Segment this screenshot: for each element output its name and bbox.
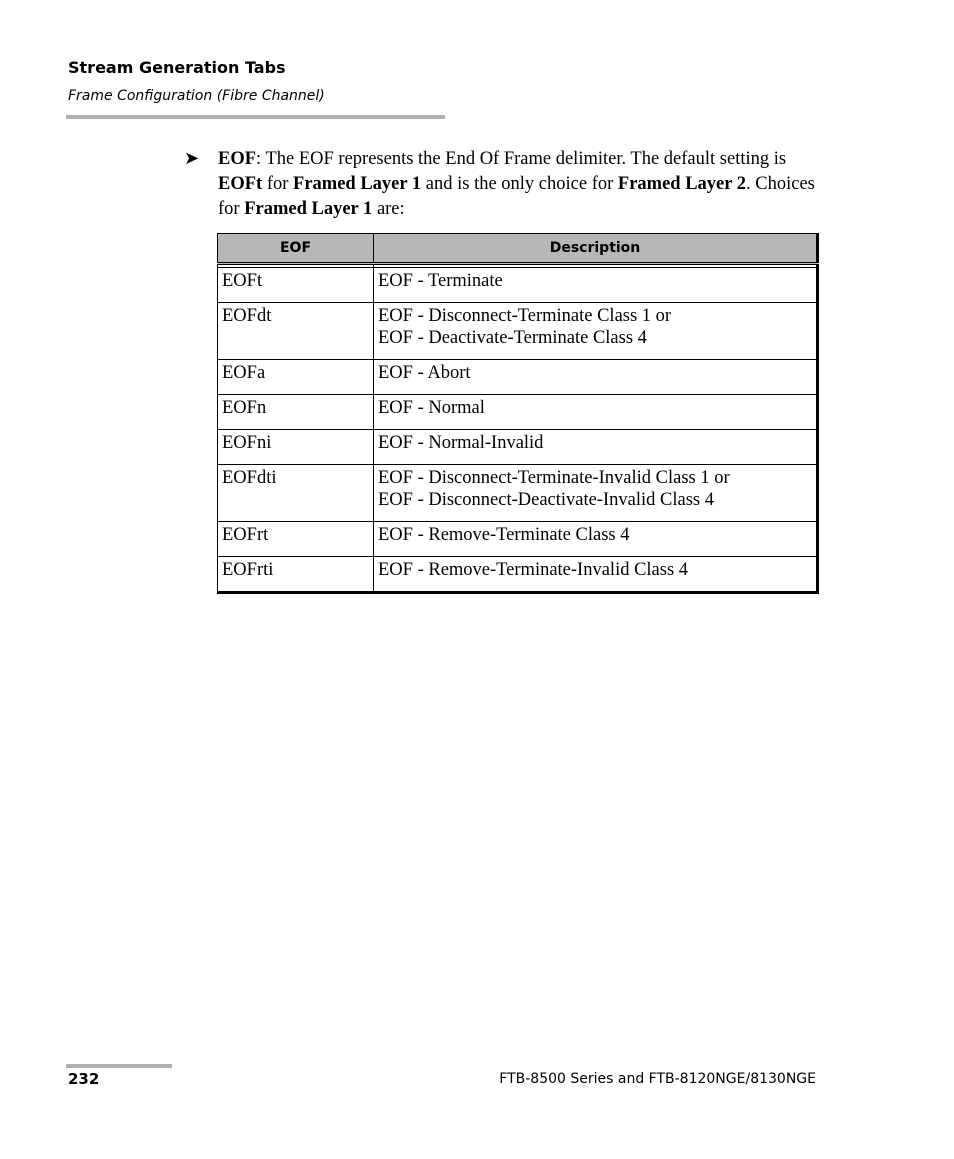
page-number: 232 xyxy=(68,1070,100,1088)
description-cell: EOF - Remove-Terminate Class 4 xyxy=(374,522,818,557)
section-subtitle: Frame Configuration (Fibre Channel) xyxy=(68,88,325,104)
eof-cell: EOFa xyxy=(218,360,374,395)
table-row xyxy=(218,522,818,557)
description-cell: EOF - Normal-Invalid xyxy=(374,430,818,465)
eof-cell: EOFdti xyxy=(218,465,374,522)
eof-cell: EOFt xyxy=(218,268,374,303)
section-title: Stream Generation Tabs xyxy=(68,58,286,77)
table-row xyxy=(218,465,818,522)
description-cell: EOF - Disconnect-Terminate Class 1 or EOF - Deactivate-Terminate Class 4 xyxy=(374,303,818,360)
header-divider xyxy=(66,115,445,119)
term-framed-layer-1-b: Framed Layer 1 xyxy=(244,199,373,219)
eof-cell: EOFdt xyxy=(218,303,374,360)
term-eof: EOF xyxy=(218,149,257,169)
term-framed-layer-1: Framed Layer 1 xyxy=(293,174,422,194)
table-row xyxy=(218,557,818,593)
product-name: FTB-8500 Series and FTB-8120NGE/8130NGE xyxy=(499,1071,816,1087)
description-cell: EOF - Abort xyxy=(374,360,818,395)
description-cell: EOF - Remove-Terminate-Invalid Class 4 xyxy=(374,557,818,593)
column-header-description: Description xyxy=(374,234,818,264)
table-row xyxy=(218,268,818,303)
eof-cell: EOFrti xyxy=(218,557,374,593)
eof-choices-table xyxy=(217,233,819,594)
eof-cell: EOFni xyxy=(218,430,374,465)
eof-cell: EOFn xyxy=(218,395,374,430)
bullet-arrow-icon: ➤ xyxy=(184,148,200,168)
description-cell: EOF - Terminate xyxy=(374,268,818,303)
table-row xyxy=(218,395,818,430)
term-framed-layer-2: Framed Layer 2 xyxy=(617,174,747,194)
footer-divider xyxy=(66,1064,172,1068)
table-row xyxy=(218,360,818,395)
term-eoft: EOFt xyxy=(218,174,263,194)
eof-cell: EOFrt xyxy=(218,522,374,557)
description-cell: EOF - Normal xyxy=(374,395,818,430)
table-row xyxy=(218,430,818,465)
eof-description-paragraph: EOF: The EOF represents the End Of Frame delimiter. The default setting is EOFt for Framed Layer 1 and is the only choice for Framed Layer 2. Choices for Framed Layer 1 are: xyxy=(218,149,815,219)
description-cell: EOF - Disconnect-Terminate-Invalid Class 1 or EOF - Disconnect-Deactivate-Invalid Class 4 xyxy=(374,465,818,522)
column-header-eof: EOF xyxy=(218,234,374,264)
table-row xyxy=(218,303,818,360)
